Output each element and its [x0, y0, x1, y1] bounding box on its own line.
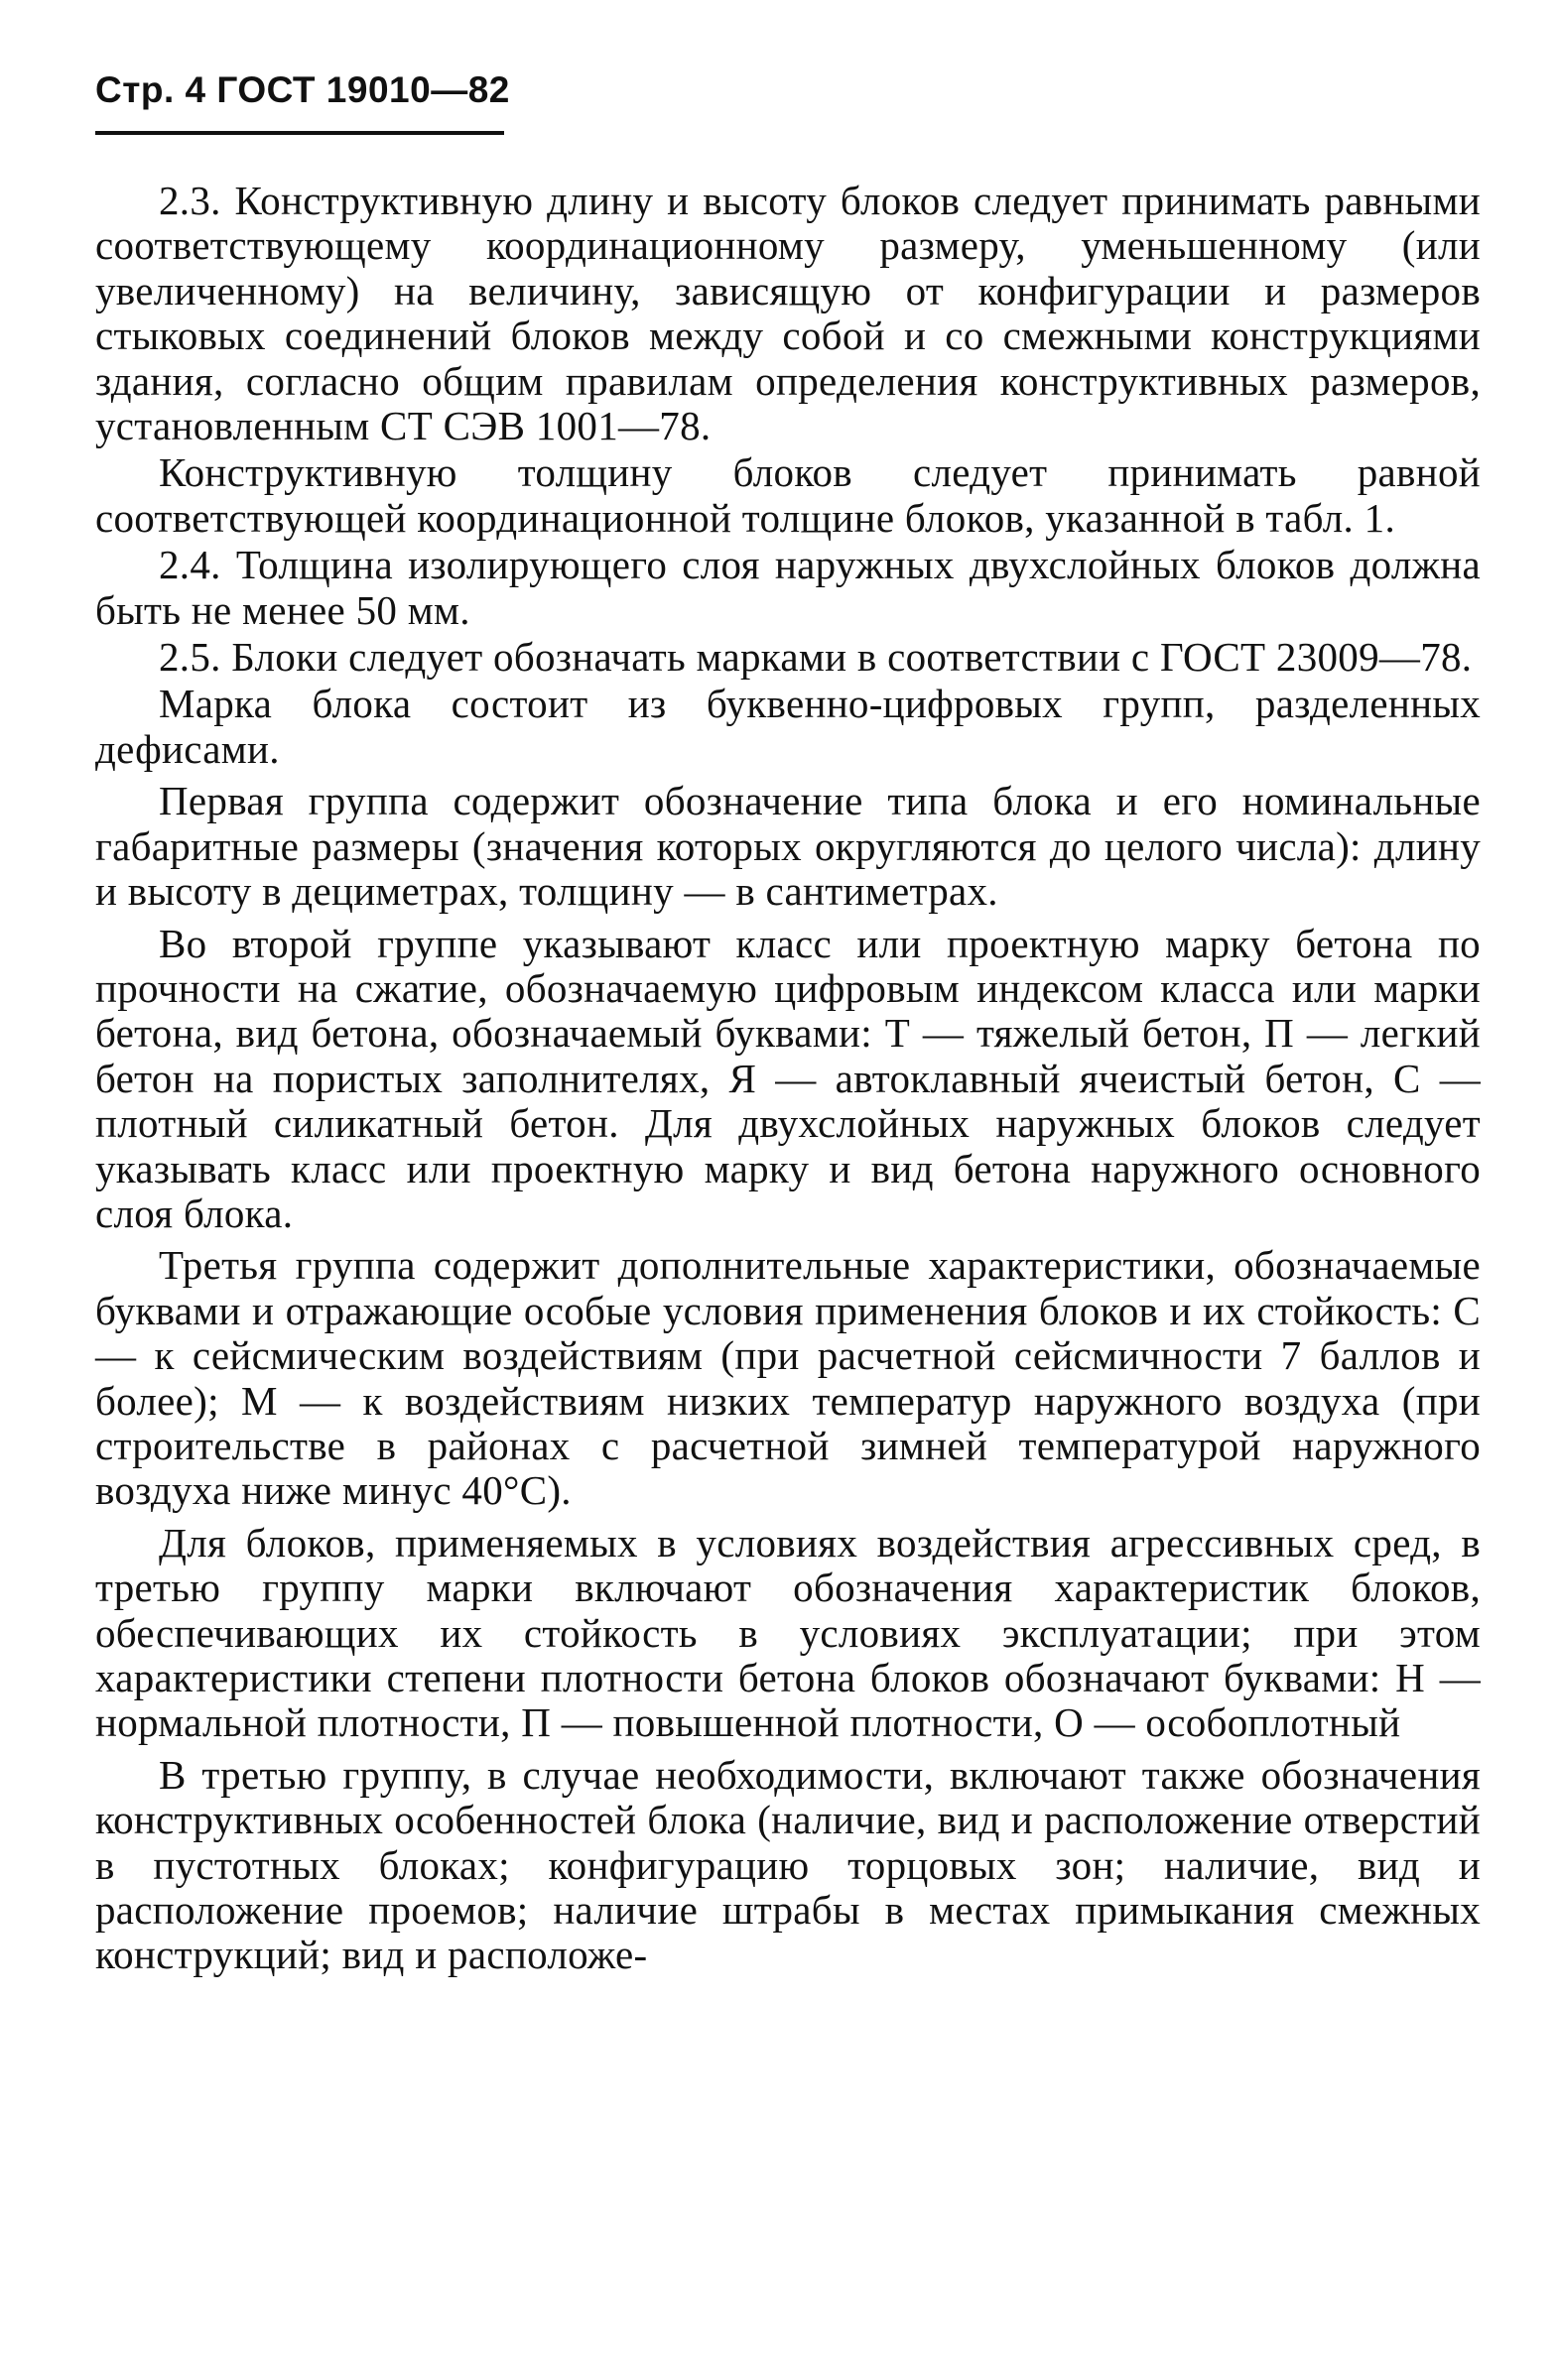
- paragraph-2-5: 2.5. Блоки следует обозначать марками в соответствии с ГОСТ 23009—78.: [159, 634, 1473, 681]
- document-body: [95, 179, 1481, 1985]
- page-header: Стр. 4 ГОСТ 19010—82: [95, 69, 510, 110]
- paragraph-thickness: Конструктивную толщину блоков следует принимать равной соответствующей координационной толщине блоков, указанной в табл. 1.: [95, 449, 1481, 541]
- paragraph-2-3: 2.3. Конструктивную длину и высоту блоков следует принимать равными соответствующему координационному размеру, уменьшенному (или увеличенному) на величину, зависящую от конфигурации и размеров стыковых соединений блоков между собой и со смежными конструкциями здания, согласно общим правилам определения конструктивных размеров, установленным СТ СЭВ 1001—78.: [95, 178, 1481, 449]
- paragraph-first-group: Первая группа содержит обозначение типа блока и его номинальные габаритные размеры (значения которых округляются до целого числа): длину и высоту в дециметрах, толщину — в сантиметрах.: [95, 778, 1481, 915]
- paragraph-mark-structure: Марка блока состоит из буквенно-цифровых групп, разделенных дефисами.: [95, 681, 1481, 772]
- header-rule: [95, 131, 504, 135]
- paragraph-2-4: 2.4. Толщина изолирующего слоя наружных двухслойных блоков должна быть не менее 50 мм.: [95, 542, 1481, 633]
- paragraph-third-group: Третья группа содержит дополнительные характеристики, обозначаемые буквами и отражающие особые условия применения блоков и их стойкость: С — к сейсмическим воздействиям (при расчетной сейсмичности 7 баллов и более); М — к воздействиям низких температур наружного воздуха (при строительстве в районах с расчетной зимней температурой наружного воздуха ниже минус 40°С).: [95, 1242, 1481, 1514]
- paragraph-second-group: Во второй группе указывают класс или проектную марку бетона по прочности на сжатие, обозначаемую цифровым индексом класса или марки бетона, вид бетона, обозначаемый буквами: Т — тяжелый бетон, П — легкий бетон на пористых заполнителях, Я — автоклавный ячеистый бетон, С — плотный силикатный бетон. Для двухслойных наружных блоков следует указывать класс или проектную марку и вид бетона наружного основного слоя блока.: [95, 920, 1481, 1236]
- paragraph-design-features: В третью группу, в случае необходимости, включают также обозначения конструктивных особенностей блока (наличие, вид и расположение отверстий в пустотных блоках; конфигурацию торцовых зон; наличие, вид и расположение проемов; наличие штрабы в местах примыкания смежных конструкций; вид и расположе-: [95, 1751, 1481, 1978]
- paragraph-aggressive-env: Для блоков, применяемых в условиях воздействия агрессивных сред, в третью группу марки включают обозначения характеристик блоков, обеспечивающих их стойкость в условиях эксплуатации; при этом характеристики степени плотности бетона блоков обозначают буквами: Н — нормальной плотности, П — повышенной плотности, О — особоплотный: [95, 1519, 1481, 1746]
